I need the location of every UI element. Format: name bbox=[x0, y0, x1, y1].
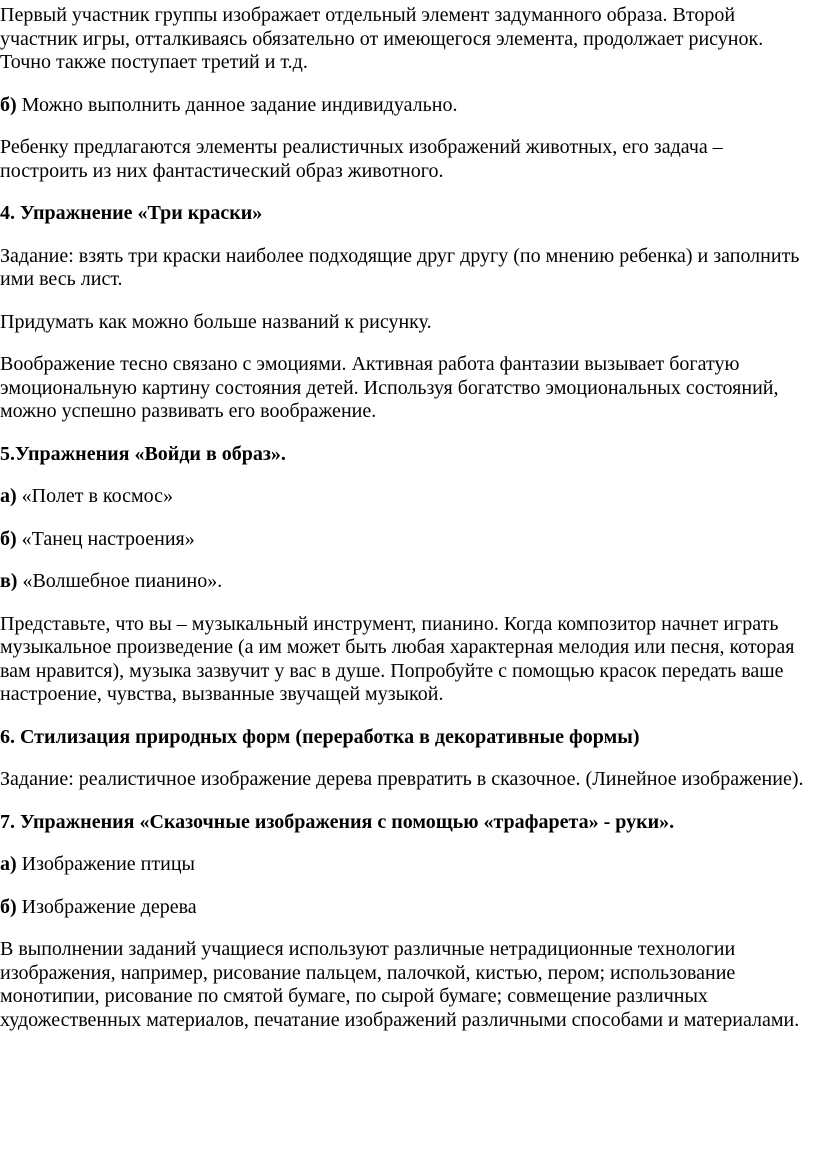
paragraph-individual-option: б) Можно выполнить данное задание индивидуально. bbox=[0, 93, 458, 116]
paragraph-three-paints-task: Задание: взять три краски наиболее подходящие друг другу (по мнению ребенка) и заполнить ими весь лист. bbox=[0, 244, 800, 290]
list-marker: б) bbox=[0, 93, 17, 116]
list-marker: а) bbox=[0, 853, 17, 875]
document-page bbox=[0, 4, 806, 1051]
heading-exercise-4: 4. Упражнение «Три краски» bbox=[0, 202, 263, 224]
paragraph-imagination-emotions: Воображение тесно связано с эмоциями. Активная работа фантазии вызывает богатую эмоциональную картину состояния детей. Используя богатство эмоциональных состояний, можно успешно развивать его воображение. bbox=[0, 353, 779, 422]
list-marker: б) bbox=[0, 895, 17, 918]
list-marker: б) bbox=[0, 527, 17, 550]
heading-exercise-5: 5.Упражнения «Войди в образ». bbox=[0, 442, 286, 465]
list-marker: в) bbox=[0, 570, 18, 592]
paragraph-titles: Придумать как можно больше названий к рисунку. bbox=[0, 310, 432, 333]
list-item-space-flight: а) «Полет в космос» bbox=[0, 485, 173, 507]
paragraph-piano-instruction: Представьте, что вы – музыкальный инструмент, пианино. Когда композитор начнет играть музыкальное произведение (а им может быть любая характерная мелодия или песня, которая вам нравится), музыка зазвучит у вас в душе. Попробуйте с помощью красок передать ваше настроение, чувства, вызванные звучащей музыкой. bbox=[0, 612, 795, 705]
paragraph-techniques: В выполнении заданий учащиеся используют различные нетрадиционные технологии изображения, например, рисование пальцем, палочкой, кистью, пером; использование монотипии, рисование по смятой бумаге, по сырой бумаге; совмещение различных художественных материалов, печатание изображений различными способами и материалами. bbox=[0, 938, 800, 1031]
paragraph-group-drawing: Первый участник группы изображает отдельный элемент задуманного образа. Второй участник игры, отталкиваясь обязательно от имеющегося элемента, продолжает рисунок. Точно также поступает третий и т.д. bbox=[0, 4, 764, 73]
list-item-bird: а) Изображение птицы bbox=[0, 853, 195, 875]
heading-exercise-7: 7. Упражнения «Сказочные изображения с помощью «трафарета» - руки». bbox=[0, 810, 675, 833]
paragraph-tree-task: Задание: реалистичное изображение дерева превратить в сказочное. (Линейное изображение). bbox=[0, 768, 804, 790]
paragraph-fantastic-animal: Ребенку предлагаются элементы реалистичных изображений животных, его задача – построить из них фантастический образ животного. bbox=[0, 136, 723, 182]
list-item-mood-dance: б) «Танец настроения» bbox=[0, 527, 195, 550]
list-item-magic-piano: в) «Волшебное пианино». bbox=[0, 570, 223, 592]
list-marker: а) bbox=[0, 485, 17, 507]
heading-exercise-6: 6. Стилизация природных форм (переработка в декоративные формы) bbox=[0, 725, 640, 748]
list-item-tree: б) Изображение дерева bbox=[0, 895, 197, 918]
